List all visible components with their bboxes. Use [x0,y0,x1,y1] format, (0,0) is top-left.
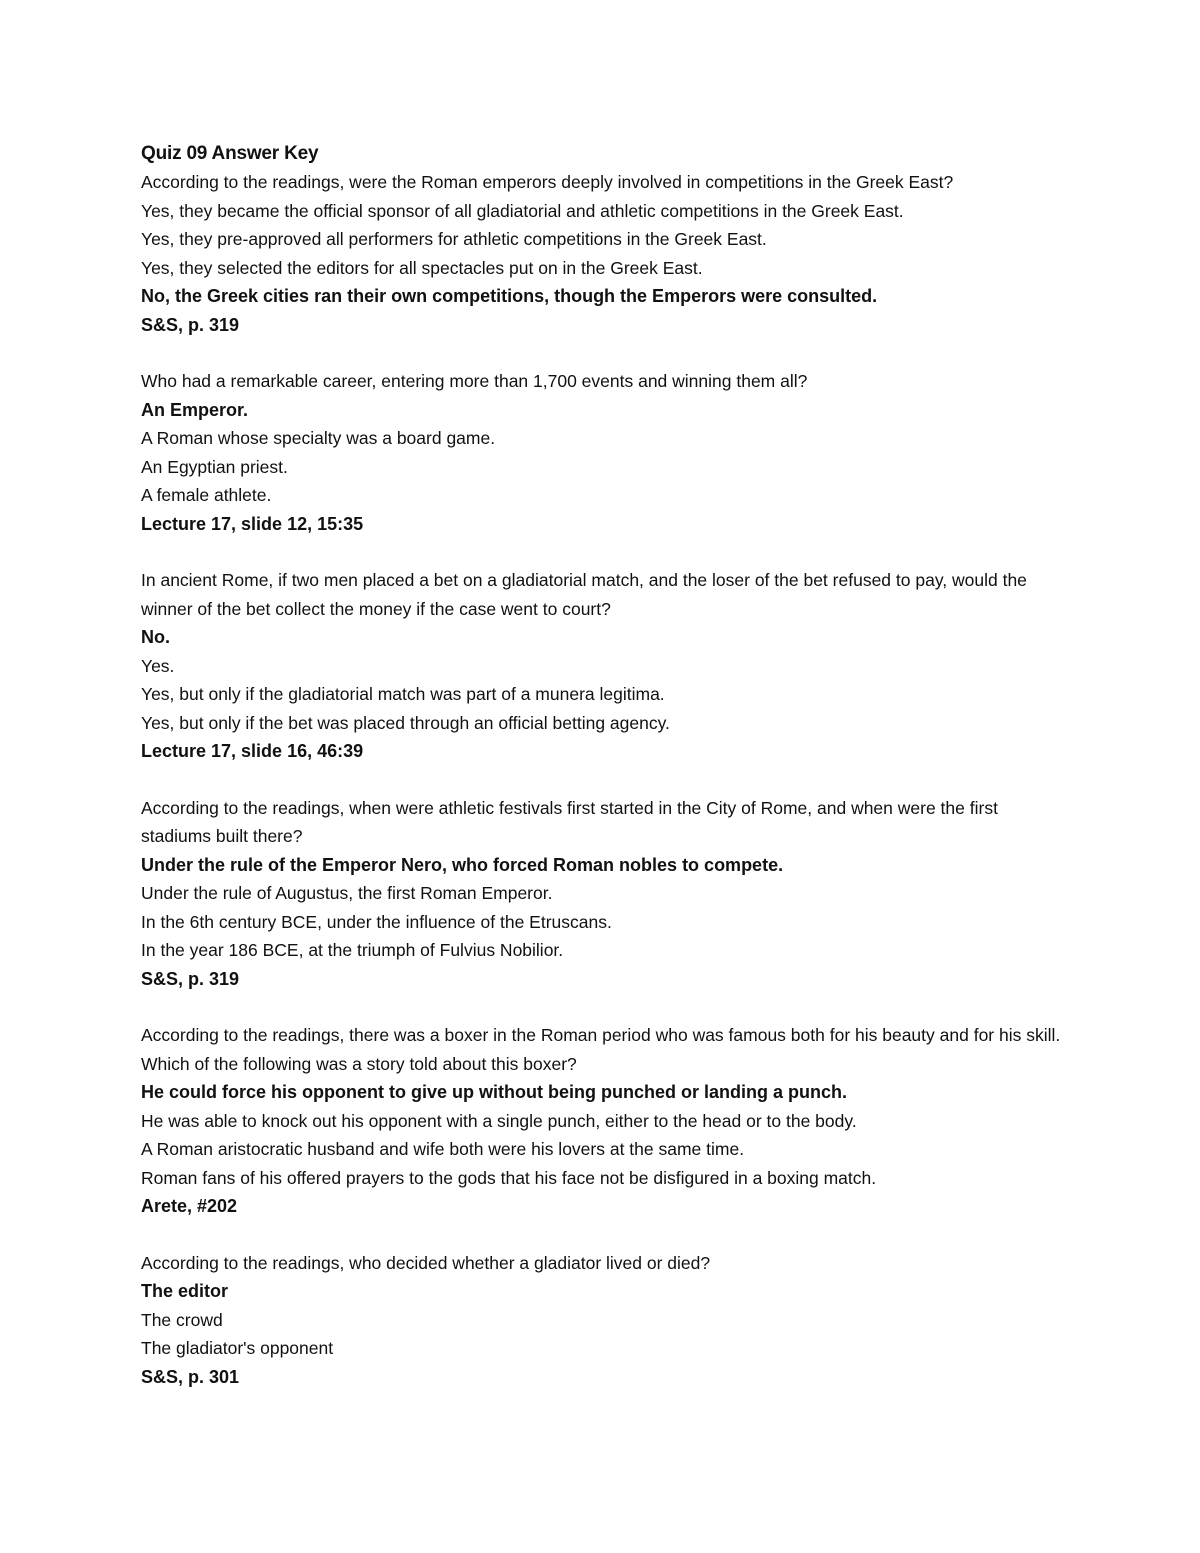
question-block-5 [141,1021,1071,1221]
question-text: According to the readings, who decided whether a gladiator lived or died? [141,1252,711,1273]
question-text: According to the readings, there was a boxer in the Roman period who was famous both for his beauty and for his skill. Which of the following was a story told about this boxer? [141,1025,1061,1074]
answer-option: A Roman aristocratic husband and wife both were his lovers at the same time. [141,1139,745,1159]
source-reference: Lecture 17, slide 16, 46:39 [141,741,364,761]
answer-option: The crowd [141,1309,223,1330]
source-reference: S&S, p. 319 [141,968,240,989]
question-block-4 [141,794,1071,994]
question-text: In ancient Rome, if two men placed a bet on a gladiatorial match, and the loser of the bet refused to pay, would the winner of the bet collect the money if the case went to court? [141,570,1027,619]
answer-option: Yes, but only if the bet was placed through an official betting agency. [141,712,670,733]
question-text: Who had a remarkable career, entering more than 1,700 events and winning them all? [141,371,808,391]
document-title: Quiz 09 Answer Key [141,143,319,164]
answer-option: He was able to knock out his opponent with a single punch, either to the head or to the body. [141,1110,857,1131]
correct-answer: No, the Greek cities ran their own competitions, though the Emperors were consulted. [141,286,878,306]
question-text: According to the readings, when were athletic festivals first started in the City of Rome, and when were the first stadiums built there? [141,797,998,846]
correct-answer: He could force his opponent to give up without being punched or landing a punch. [141,1082,847,1102]
answer-option: In the 6th century BCE, under the influence of the Etruscans. [141,911,612,932]
answer-option: Roman fans of his offered prayers to the gods that his face not be disfigured in a boxing match. [141,1167,877,1188]
correct-answer: No. [141,627,170,647]
document-page [141,140,1071,1419]
answer-option: Yes, they pre-approved all performers for athletic competitions in the Greek East. [141,229,767,249]
question-text: According to the readings, were the Roman emperors deeply involved in competitions in the Greek East? [141,172,954,192]
correct-answer: The editor [141,1281,229,1301]
source-reference: S&S, p. 301 [141,1366,240,1387]
answer-option: Yes. [141,655,175,676]
answer-option: A female athlete. [141,485,272,505]
answer-option: An Egyptian priest. [141,456,288,477]
correct-answer: Under the rule of the Emperor Nero, who forced Roman nobles to compete. [141,854,784,875]
answer-option: Yes, but only if the gladiatorial match was part of a munera legitima. [141,684,665,704]
answer-option: Under the rule of Augustus, the first Roman Emperor. [141,883,553,903]
answer-option: In the year 186 BCE, at the triumph of Fulvius Nobilior. [141,940,564,960]
source-reference: Lecture 17, slide 12, 15:35 [141,513,364,534]
answer-option: The gladiator's opponent [141,1338,334,1358]
answer-option: Yes, they selected the editors for all spectacles put on in the Greek East. [141,257,703,278]
question-block-3 [141,566,1071,766]
answer-option: A Roman whose specialty was a board game. [141,428,496,448]
correct-answer: An Emperor. [141,399,249,420]
question-block-6 [141,1249,1071,1392]
answer-option: Yes, they became the official sponsor of all gladiatorial and athletic competitions in the Greek East. [141,200,904,221]
source-reference: S&S, p. 319 [141,314,240,335]
question-block-1 [141,168,1071,339]
source-reference: Arete, #202 [141,1196,238,1216]
question-block-2 [141,367,1071,538]
